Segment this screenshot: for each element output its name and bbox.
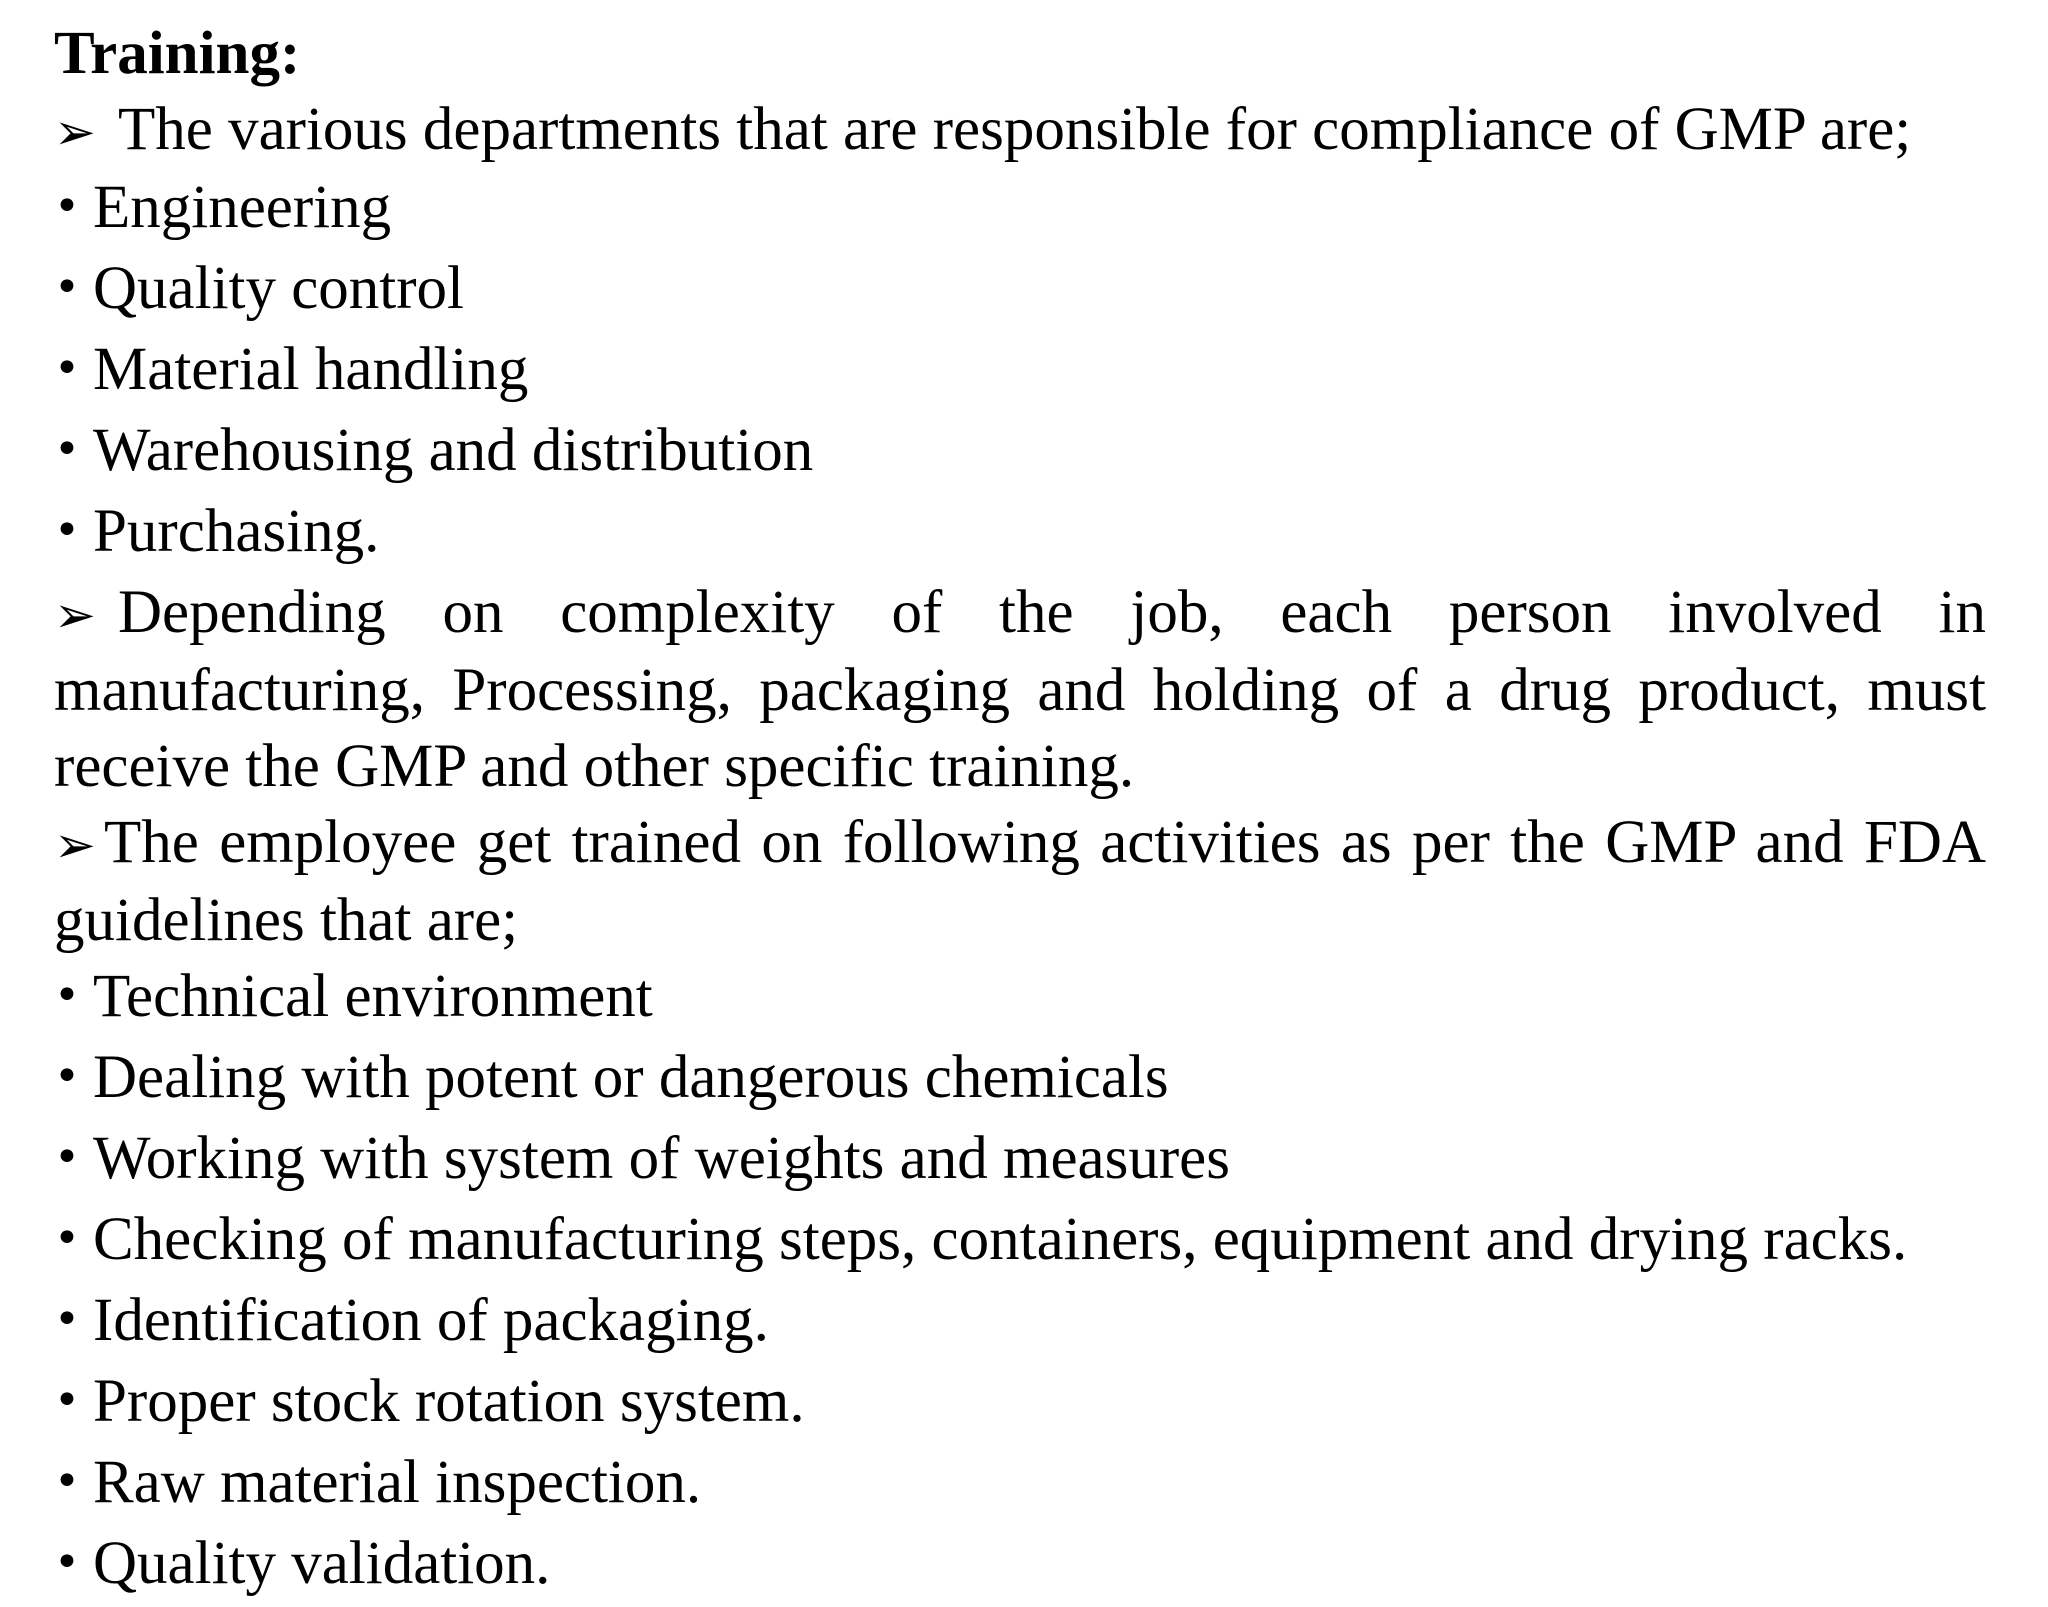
- bullet-dot-icon: •: [54, 424, 80, 475]
- section-intro: [54, 805, 1986, 959]
- list-item-text: Working with system of weights and measures: [93, 1125, 1230, 1192]
- list-item: [54, 413, 1986, 494]
- section-text: The employee get trained on following activities as per the GMP and FDA guidelines that are;: [54, 809, 1986, 954]
- list-item: [54, 959, 1986, 1040]
- list-item-text: Dealing with potent or dangerous chemicals: [93, 1044, 1169, 1111]
- bullet-dot-icon: •: [54, 1051, 80, 1102]
- section-intro: [54, 92, 1986, 170]
- list-item-text: Quality validation.: [93, 1530, 551, 1597]
- bullet-dot-icon: •: [54, 181, 80, 232]
- bullet-dot-icon: •: [54, 1132, 80, 1183]
- list-item-text: Raw material inspection.: [93, 1449, 702, 1516]
- section-text: The various departments that are responsible for compliance of GMP are;: [118, 96, 1912, 163]
- list-item: [54, 251, 1986, 332]
- list-item-text: Warehousing and distribution: [93, 417, 814, 484]
- list-item-text: Checking of manufacturing steps, containers, equipment and drying racks.: [93, 1206, 1908, 1273]
- arrow-bullet-icon: ➢: [54, 816, 96, 874]
- list-item: [54, 1364, 1986, 1445]
- list-item: [54, 1121, 1986, 1202]
- list-item-text: Purchasing.: [93, 498, 380, 565]
- arrow-bullet-icon: ➢: [54, 103, 96, 161]
- list-item: [54, 332, 1986, 413]
- section-text: Depending on complexity of the job, each person involved in manufacturing, Processing, packaging and holding of a drug product, must receive the GMP and other specific training.: [54, 579, 1986, 800]
- bullet-dot-icon: •: [54, 1294, 80, 1345]
- list-item: [54, 1040, 1986, 1121]
- slide-heading: Training:: [54, 20, 301, 87]
- list-item-text: Engineering: [93, 174, 392, 241]
- slide-content: [54, 16, 1986, 1607]
- bullet-dot-icon: •: [54, 1537, 80, 1588]
- list-item-text: Proper stock rotation system.: [93, 1368, 805, 1435]
- arrow-bullet-icon: ➢: [54, 586, 96, 644]
- list-item-text: Quality control: [93, 255, 465, 322]
- bullet-dot-icon: •: [54, 1213, 80, 1264]
- list-item-text: Technical environment: [93, 963, 653, 1030]
- list-item: [54, 1283, 1986, 1364]
- bullet-dot-icon: •: [54, 505, 80, 556]
- list-item: [54, 1445, 1986, 1526]
- list-item: [54, 494, 1986, 575]
- list-item: [54, 170, 1986, 251]
- bullet-dot-icon: •: [54, 1456, 80, 1507]
- bullet-dot-icon: •: [54, 343, 80, 394]
- bullet-dot-icon: •: [54, 970, 80, 1021]
- section-intro: [54, 575, 1986, 805]
- bullet-dot-icon: •: [54, 1375, 80, 1426]
- bullet-dot-icon: •: [54, 262, 80, 313]
- list-item-text: Identification of packaging.: [93, 1287, 769, 1354]
- list-item: [54, 1526, 1986, 1607]
- list-item-text: Material handling: [93, 336, 529, 403]
- list-item: [54, 1202, 1986, 1283]
